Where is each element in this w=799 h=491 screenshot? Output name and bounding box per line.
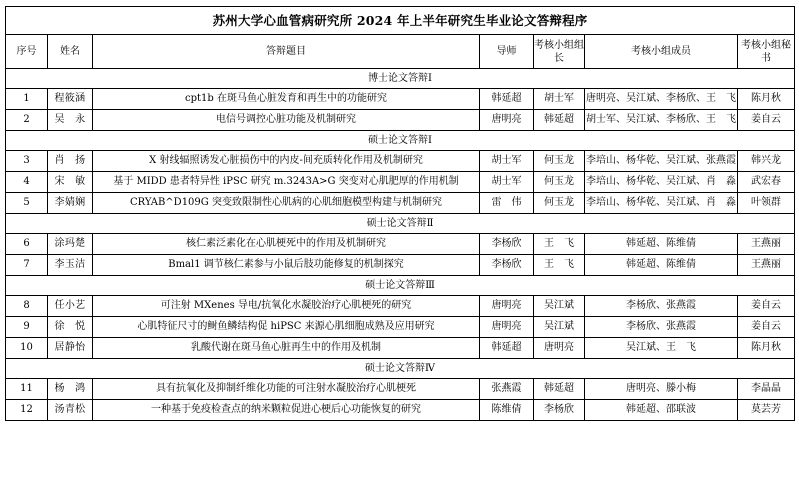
table-row bbox=[6, 379, 795, 400]
header-supervisor: 导师 bbox=[480, 35, 534, 69]
cell-secretary: 叶领群 bbox=[738, 193, 795, 214]
schedule-body bbox=[6, 69, 795, 421]
cell-name: 杨 鸿 bbox=[48, 379, 93, 400]
cell-topic: 具有抗氧化及抑制纤维化功能的可注射水凝胶治疗心肌梗死 bbox=[93, 379, 480, 400]
cell-no: 10 bbox=[6, 338, 48, 359]
cell-name: 徐 悦 bbox=[48, 317, 93, 338]
cell-leader: 唐明亮 bbox=[534, 338, 585, 359]
cell-name: 居静怡 bbox=[48, 338, 93, 359]
cell-members: 吴江斌、王 飞 bbox=[585, 338, 738, 359]
cell-members: 李培山、杨华乾、吴江斌、肖 淼 bbox=[585, 193, 738, 214]
cell-supervisor: 李杨欣 bbox=[480, 234, 534, 255]
cell-members: 胡士军、吴江斌、李杨欣、王 飞 bbox=[585, 110, 738, 131]
cell-secretary: 陈月秋 bbox=[738, 338, 795, 359]
schedule-table bbox=[5, 6, 795, 421]
cell-members: 韩延超、邵联波 bbox=[585, 400, 738, 421]
table-row bbox=[6, 151, 795, 172]
cell-supervisor: 唐明亮 bbox=[480, 317, 534, 338]
cell-members: 韩延超、陈维倩 bbox=[585, 234, 738, 255]
table-row bbox=[6, 317, 795, 338]
cell-supervisor: 雷 伟 bbox=[480, 193, 534, 214]
cell-secretary: 李晶晶 bbox=[738, 379, 795, 400]
cell-topic: 基于 MIDD 患者特异性 iPSC 研究 m.3243A>G 突变对心肌肥厚的作用机制 bbox=[93, 172, 480, 193]
header-secretary: 考核小组秘书 bbox=[738, 35, 795, 69]
cell-leader: 李杨欣 bbox=[534, 400, 585, 421]
cell-secretary: 王燕丽 bbox=[738, 255, 795, 276]
cell-leader: 胡士军 bbox=[534, 89, 585, 110]
cell-name: 程筱涵 bbox=[48, 89, 93, 110]
cell-leader: 韩延超 bbox=[534, 379, 585, 400]
page-title: 苏州大学心血管病研究所 2024 年上半年研究生毕业论文答辩程序 bbox=[6, 7, 795, 35]
cell-no: 1 bbox=[6, 89, 48, 110]
cell-topic: 乳酸代谢在斑马鱼心脏再生中的作用及机制 bbox=[93, 338, 480, 359]
cell-no: 4 bbox=[6, 172, 48, 193]
cell-members: 李杨欣、张燕霞 bbox=[585, 296, 738, 317]
cell-members: 唐明亮、滕小梅 bbox=[585, 379, 738, 400]
cell-leader: 王 飞 bbox=[534, 234, 585, 255]
cell-no: 7 bbox=[6, 255, 48, 276]
table-row bbox=[6, 234, 795, 255]
cell-secretary: 韩兴龙 bbox=[738, 151, 795, 172]
cell-no: 5 bbox=[6, 193, 48, 214]
cell-topic: CRYAB^D109G 突变致限制性心肌病的心肌细胞模型构建与机制研究 bbox=[93, 193, 480, 214]
cell-members: 李培山、杨华乾、吴江斌、肖 淼 bbox=[585, 172, 738, 193]
cell-leader: 何玉龙 bbox=[534, 193, 585, 214]
cell-name: 宋 敏 bbox=[48, 172, 93, 193]
cell-supervisor: 胡士军 bbox=[480, 151, 534, 172]
section-label: 博士论文答辩Ⅰ bbox=[6, 69, 795, 89]
cell-name: 李玉洁 bbox=[48, 255, 93, 276]
cell-no: 3 bbox=[6, 151, 48, 172]
table-row bbox=[6, 338, 795, 359]
cell-supervisor: 李杨欣 bbox=[480, 255, 534, 276]
section-row bbox=[6, 359, 795, 379]
table-row bbox=[6, 296, 795, 317]
header-row bbox=[6, 35, 795, 69]
cell-name: 李婧娴 bbox=[48, 193, 93, 214]
cell-name: 任小艺 bbox=[48, 296, 93, 317]
cell-secretary: 陈月秋 bbox=[738, 89, 795, 110]
section-label: 硕士论文答辩Ⅰ bbox=[6, 131, 795, 151]
cell-leader: 吴江斌 bbox=[534, 317, 585, 338]
header-no: 序号 bbox=[6, 35, 48, 69]
cell-supervisor: 唐明亮 bbox=[480, 110, 534, 131]
cell-no: 6 bbox=[6, 234, 48, 255]
table-row bbox=[6, 110, 795, 131]
cell-supervisor: 唐明亮 bbox=[480, 296, 534, 317]
cell-no: 11 bbox=[6, 379, 48, 400]
cell-members: 韩延超、陈维倩 bbox=[585, 255, 738, 276]
cell-supervisor: 韩延超 bbox=[480, 338, 534, 359]
section-row bbox=[6, 214, 795, 234]
cell-secretary: 武宏春 bbox=[738, 172, 795, 193]
cell-no: 2 bbox=[6, 110, 48, 131]
cell-name: 吴 永 bbox=[48, 110, 93, 131]
table-row bbox=[6, 89, 795, 110]
cell-secretary: 姜自云 bbox=[738, 296, 795, 317]
section-label: 硕士论文答辩Ⅳ bbox=[6, 359, 795, 379]
section-label: 硕士论文答辩Ⅱ bbox=[6, 214, 795, 234]
table-row bbox=[6, 172, 795, 193]
cell-topic: cpt1b 在斑马鱼心脏发育和再生中的功能研究 bbox=[93, 89, 480, 110]
section-label: 硕士论文答辩Ⅲ bbox=[6, 276, 795, 296]
section-row bbox=[6, 131, 795, 151]
cell-supervisor: 胡士军 bbox=[480, 172, 534, 193]
section-row bbox=[6, 276, 795, 296]
header-name: 姓名 bbox=[48, 35, 93, 69]
cell-supervisor: 韩延超 bbox=[480, 89, 534, 110]
cell-leader: 韩延超 bbox=[534, 110, 585, 131]
cell-topic: 心肌特征尺寸的鲥鱼鳞结构促 hiPSC 来源心肌细胞成熟及应用研究 bbox=[93, 317, 480, 338]
cell-members: 李培山、杨华乾、吴江斌、张燕霞 bbox=[585, 151, 738, 172]
cell-no: 8 bbox=[6, 296, 48, 317]
header-leader: 考核小组组长 bbox=[534, 35, 585, 69]
cell-leader: 何玉龙 bbox=[534, 151, 585, 172]
cell-topic: 可注射 MXenes 导电/抗氧化水凝胶治疗心肌梗死的研究 bbox=[93, 296, 480, 317]
cell-topic: X 射线辐照诱发心脏损伤中的内皮-间充质转化作用及机制研究 bbox=[93, 151, 480, 172]
cell-secretary: 王燕丽 bbox=[738, 234, 795, 255]
table-row bbox=[6, 400, 795, 421]
cell-leader: 吴江斌 bbox=[534, 296, 585, 317]
table-row bbox=[6, 193, 795, 214]
defense-schedule-document bbox=[5, 6, 794, 421]
header-topic: 答辩题目 bbox=[93, 35, 480, 69]
cell-leader: 何玉龙 bbox=[534, 172, 585, 193]
cell-no: 12 bbox=[6, 400, 48, 421]
header-members: 考核小组成员 bbox=[585, 35, 738, 69]
cell-name: 涂玛楚 bbox=[48, 234, 93, 255]
cell-members: 李杨欣、张燕霞 bbox=[585, 317, 738, 338]
cell-secretary: 姜自云 bbox=[738, 317, 795, 338]
cell-topic: 一种基于免疫检查点的纳米颗粒促进心梗后心功能恢复的研究 bbox=[93, 400, 480, 421]
cell-secretary: 莫芸芳 bbox=[738, 400, 795, 421]
cell-leader: 王 飞 bbox=[534, 255, 585, 276]
cell-name: 汤青松 bbox=[48, 400, 93, 421]
cell-supervisor: 张燕霞 bbox=[480, 379, 534, 400]
cell-topic: 电信号调控心脏功能及机制研究 bbox=[93, 110, 480, 131]
cell-members: 唐明亮、吴江斌、李杨欣、王 飞 bbox=[585, 89, 738, 110]
cell-topic: Bmal1 调节核仁素参与小鼠后肢功能修复的机制探究 bbox=[93, 255, 480, 276]
cell-name: 肖 扬 bbox=[48, 151, 93, 172]
cell-topic: 核仁素泛素化在心肌梗死中的作用及机制研究 bbox=[93, 234, 480, 255]
cell-supervisor: 陈维倩 bbox=[480, 400, 534, 421]
cell-no: 9 bbox=[6, 317, 48, 338]
table-row bbox=[6, 255, 795, 276]
section-row bbox=[6, 69, 795, 89]
cell-secretary: 姜自云 bbox=[738, 110, 795, 131]
